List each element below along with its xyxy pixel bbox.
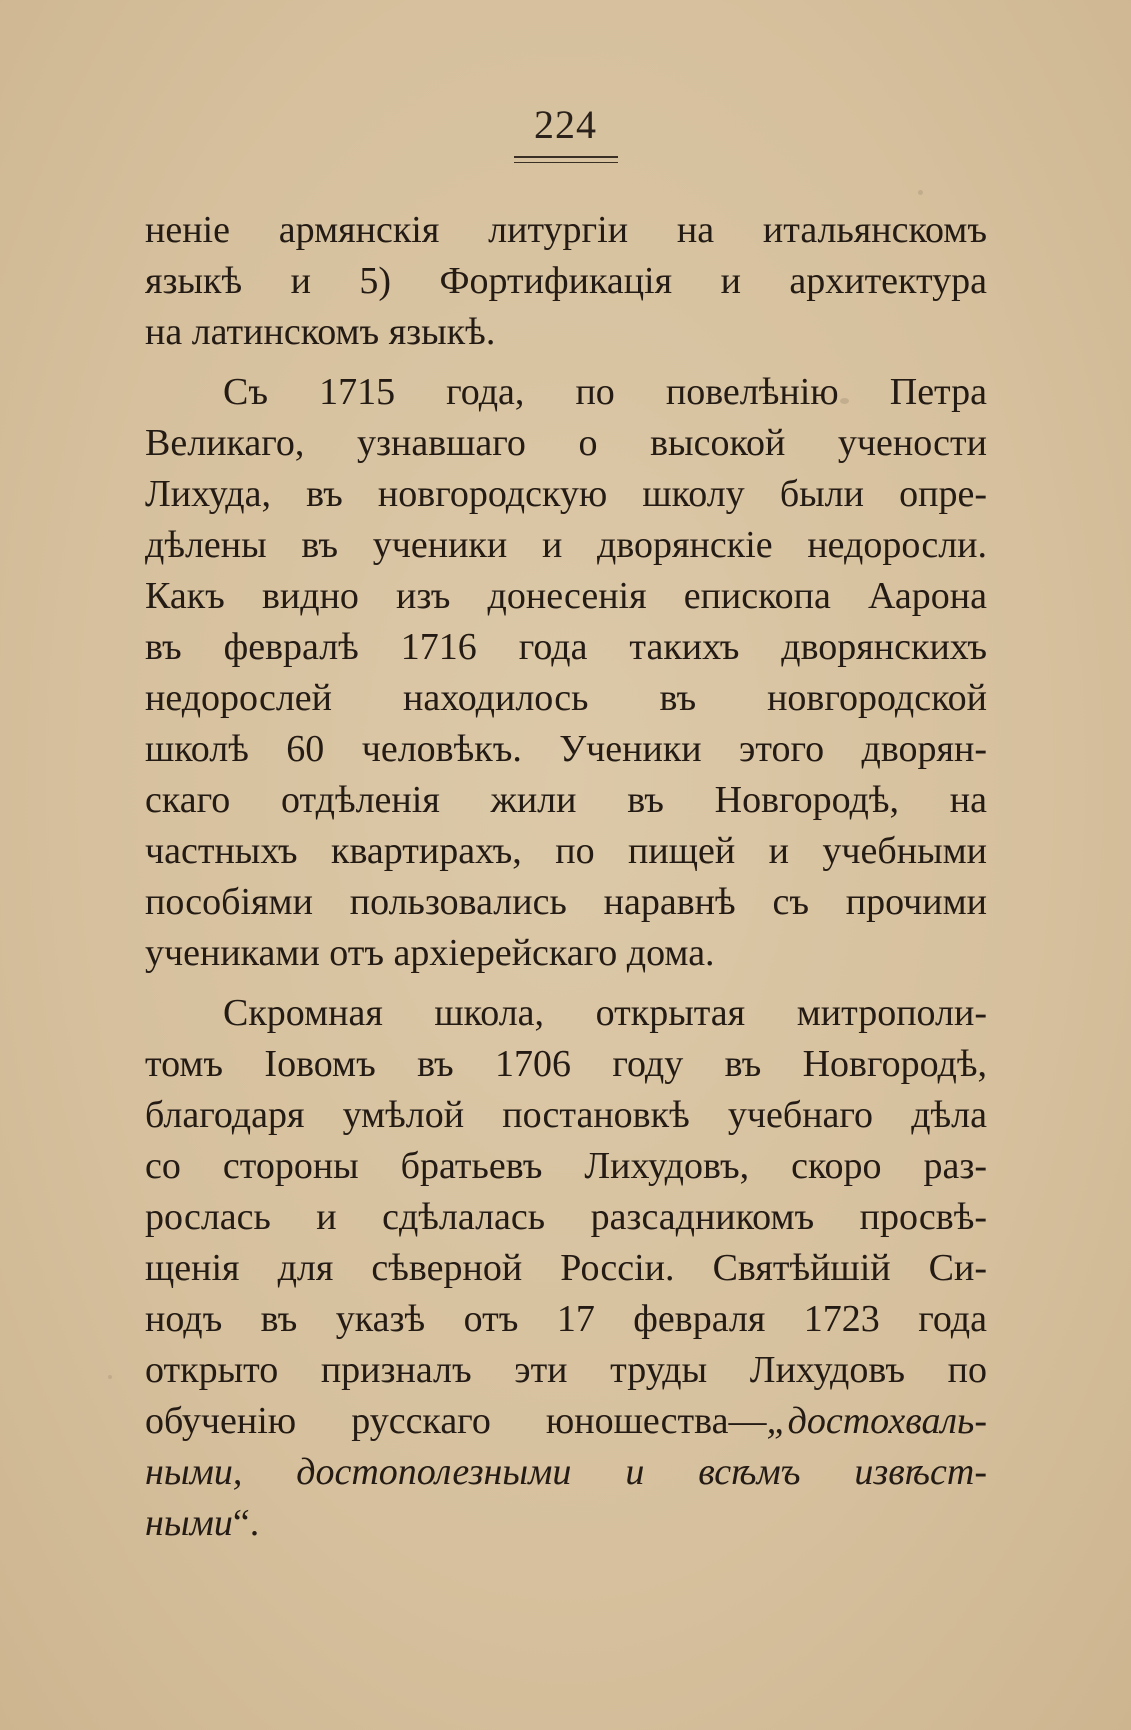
text-line: со стороны братьевъ Лихудовъ, скоро раз- [145, 1145, 987, 1187]
text-line: рослась и сдѣлалась разсадникомъ просвѣ- [145, 1196, 987, 1238]
text-line: на латинскомъ языкѣ. [145, 311, 496, 353]
text-line: школѣ 60 человѣкъ. Ученики этого дворян- [145, 728, 987, 770]
text-line: пособiями пользовались наравнѣ съ прочими [145, 881, 987, 923]
paragraph-1 [145, 205, 987, 358]
body-text [145, 205, 987, 1558]
paragraph-2 [145, 367, 987, 979]
text-line: Съ 1715 года, по повелѣнiю Петра [223, 371, 987, 413]
text-line: Великаго, узнавшаго о высокой учености [145, 422, 987, 464]
text-line: Скромная школа, открытая митрополи- [223, 992, 987, 1034]
text-line: щенiя для сѣверной Россiи. Святѣйшiй Си- [145, 1247, 987, 1289]
text-line: Лихуда, въ новгородскую школу были опре- [145, 473, 987, 515]
print-speck [918, 190, 923, 195]
text-line: скаго отдѣленiя жили въ Новгородѣ, на [145, 779, 987, 821]
quote-close: “. [232, 1502, 260, 1544]
text-line: языкѣ и 5) Фортификацiя и архитектура [145, 260, 987, 302]
text-line: открыто призналъ эти труды Лихудовъ по [145, 1349, 987, 1391]
quote-text-line: ными, достополезными и всѣмъ извѣст- [145, 1451, 987, 1493]
text-line: учениками отъ архiерейскаго дома. [145, 932, 715, 974]
paragraph-3 [145, 988, 987, 1549]
text-line: томъ Iовомъ въ 1706 году въ Новгородѣ, [145, 1043, 987, 1085]
page-header [0, 100, 1131, 163]
header-rule [514, 156, 618, 163]
text-line: нодъ въ указѣ отъ 17 февраля 1723 года [145, 1298, 987, 1340]
text-line-with-quote [145, 1396, 987, 1447]
text-line: въ февралѣ 1716 года такихъ дворянскихъ [145, 626, 987, 668]
print-speck [108, 1375, 112, 1379]
quote-text-end-line [145, 1498, 987, 1549]
quote-lead-text: обученiю русскаго юношества— [145, 1400, 767, 1442]
text-line: частныхъ квартирахъ, по пищей и учебными [145, 830, 987, 872]
text-line: недорослей находилось въ новгородской [145, 677, 987, 719]
text-line: ненiе армянскiя литургiи на итальянскомъ [145, 209, 987, 251]
text-line: Какъ видно изъ донесенiя епископа Аарона [145, 575, 987, 617]
text-line: благодаря умѣлой постановкѣ учебнаго дѣла [145, 1094, 987, 1136]
quote-text-start: „достохваль- [766, 1400, 987, 1442]
text-line: дѣлены въ ученики и дворянскiе недоросли. [145, 524, 987, 566]
page-number: 224 [534, 102, 597, 147]
quote-text-end: ными [145, 1502, 233, 1544]
